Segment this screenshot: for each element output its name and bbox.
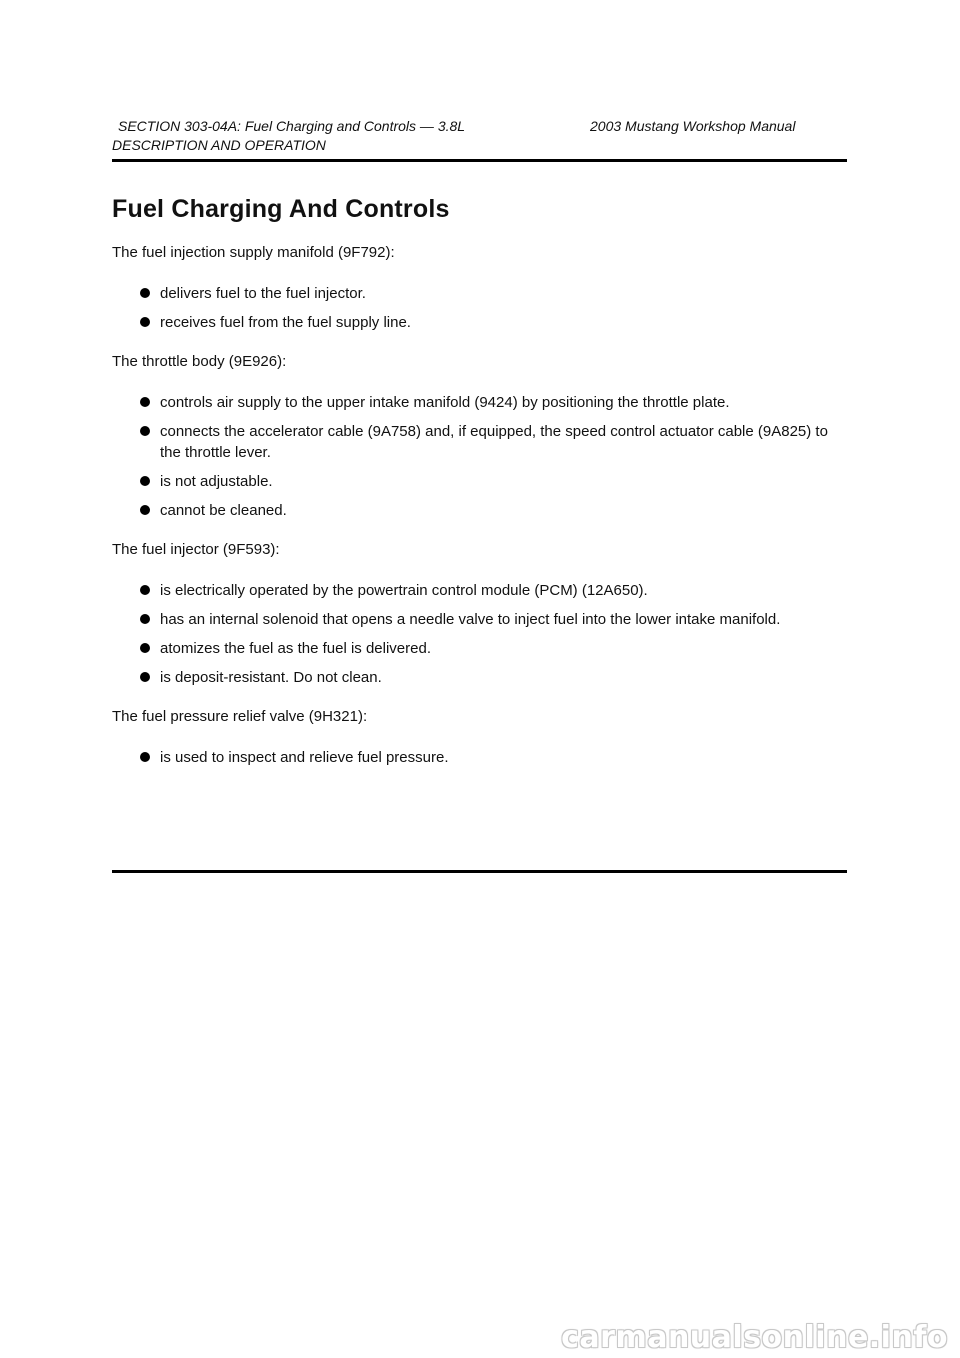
content-body (112, 242, 842, 786)
bullet-list (112, 747, 842, 768)
bullet-icon (140, 476, 150, 486)
list-item (112, 580, 842, 601)
list-item (112, 421, 842, 463)
bullet-icon (140, 672, 150, 682)
bullet-list (112, 283, 842, 333)
bullet-icon (140, 426, 150, 436)
list-item-text: delivers fuel to the fuel injector. (160, 285, 366, 302)
group-intro: The fuel pressure relief valve (9H321): (112, 708, 368, 725)
list-item (112, 312, 842, 333)
section-header: SECTION 303-04A: Fuel Charging and Controls — 3.8L (118, 118, 466, 134)
list-item-text: has an internal solenoid that opens a needle valve to inject fuel into the lower intake manifold. (160, 611, 781, 628)
list-item (112, 609, 842, 630)
list-item-text: is deposit-resistant. Do not clean. (160, 669, 382, 686)
header-divider (112, 159, 847, 162)
bullet-icon (140, 585, 150, 595)
component-group (112, 351, 842, 521)
component-group (112, 539, 842, 688)
list-item-text: cannot be cleaned. (160, 502, 287, 519)
list-item (112, 500, 842, 521)
bullet-icon (140, 505, 150, 515)
bullet-icon (140, 317, 150, 327)
list-item (112, 283, 842, 304)
list-item (112, 392, 842, 413)
bullet-icon (140, 288, 150, 298)
group-intro: The fuel injector (9F593): (112, 541, 280, 558)
group-intro: The fuel injection supply manifold (9F792): (112, 244, 395, 261)
list-item-text: is used to inspect and relieve fuel pressure. (160, 749, 449, 766)
site-watermark: carmanualsonline.info (561, 1320, 948, 1355)
page-title: Fuel Charging And Controls (112, 195, 450, 223)
bullet-icon (140, 752, 150, 762)
list-item-text: is not adjustable. (160, 473, 273, 490)
component-group (112, 706, 842, 768)
bullet-icon (140, 643, 150, 653)
list-item (112, 667, 842, 688)
footer-divider (112, 870, 847, 873)
list-item (112, 638, 842, 659)
list-item-text: controls air supply to the upper intake manifold (9424) by positioning the throttle plate. (160, 394, 730, 411)
group-intro: The throttle body (9E926): (112, 353, 287, 370)
list-item-text: receives fuel from the fuel supply line. (160, 314, 411, 331)
list-item (112, 471, 842, 492)
list-item-text: atomizes the fuel as the fuel is delivered. (160, 640, 431, 657)
list-item (112, 747, 842, 768)
list-item-text: connects the accelerator cable (9A758) and, if equipped, the speed control actuator cable (9A825) to the throttle lever. (160, 423, 828, 461)
list-item-text: is electrically operated by the powertrain control module (PCM) (12A650). (160, 582, 648, 599)
section-subheading: DESCRIPTION AND OPERATION (112, 137, 326, 153)
manual-title: 2003 Mustang Workshop Manual (590, 118, 796, 134)
bullet-list (112, 580, 842, 688)
bullet-icon (140, 397, 150, 407)
bullet-list (112, 392, 842, 521)
bullet-icon (140, 614, 150, 624)
component-group (112, 242, 842, 333)
